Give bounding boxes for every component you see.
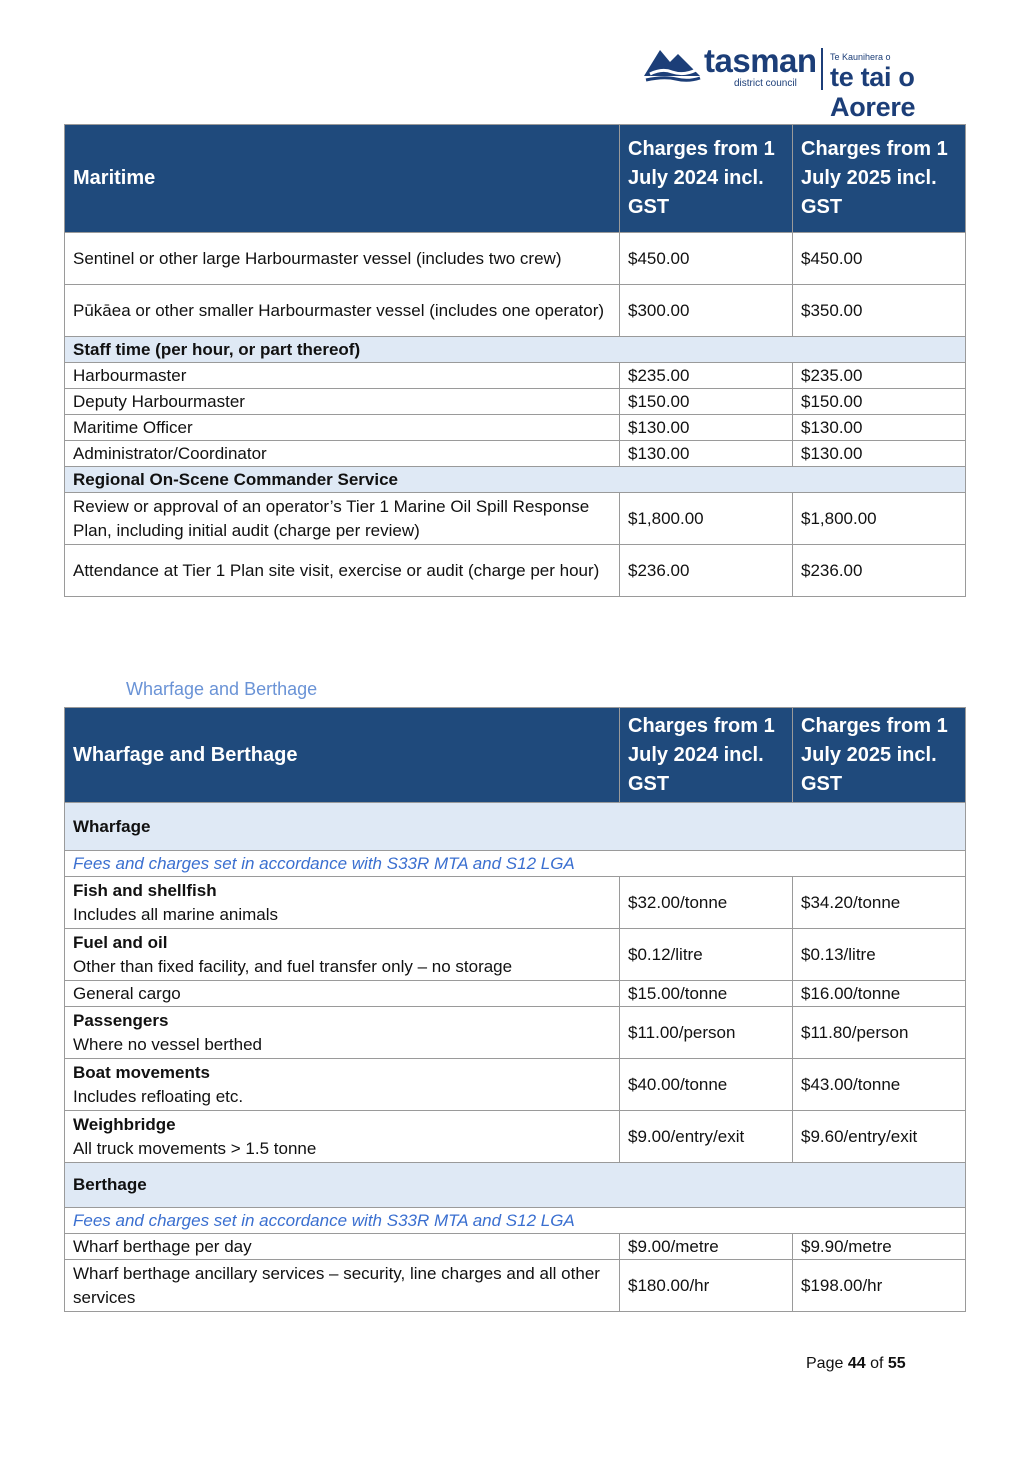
fee-2025: $0.13/litre	[793, 929, 966, 981]
current-page: 44	[847, 1355, 866, 1372]
fee-label: General cargo	[65, 981, 620, 1007]
section-row	[65, 467, 966, 493]
council-logo	[640, 40, 1002, 122]
section-heading: Wharfage and Berthage	[126, 679, 318, 699]
table-row	[65, 415, 966, 441]
table-row	[65, 1234, 966, 1260]
fee-label: Harbourmaster	[65, 363, 620, 389]
fee-2024: $150.00	[620, 389, 793, 415]
section-row	[65, 803, 966, 851]
fee-2025: $236.00	[793, 545, 966, 597]
fee-label	[65, 1111, 620, 1163]
fee-2025: $16.00/tonne	[793, 981, 966, 1007]
fee-label	[65, 877, 620, 929]
page-of: of	[870, 1355, 884, 1372]
fee-2024: $40.00/tonne	[620, 1059, 793, 1111]
note-row	[65, 1208, 966, 1234]
fee-label: Review or approval of an operator’s Tier 1 Marine Oil Spill Response Plan, including initial audit (charge per review)	[65, 493, 620, 545]
section-row	[65, 337, 966, 363]
fee-label: Wharf berthage ancillary services – security, line charges and all other services	[65, 1260, 620, 1312]
total-pages: 55	[887, 1355, 906, 1372]
fee-label: Pūkāea or other smaller Harbourmaster vessel (includes one operator)	[65, 285, 620, 337]
wharfage-table	[64, 707, 966, 1312]
fee-title: Fish and shellfish	[73, 880, 217, 900]
fee-2025: $235.00	[793, 363, 966, 389]
fee-label: Wharf berthage per day	[65, 1234, 620, 1260]
fee-label	[65, 1007, 620, 1059]
mountain-logo-icon	[642, 44, 702, 84]
column-header: Charges from 1 July 2024 incl. GST	[620, 708, 793, 803]
section-title: Wharfage	[65, 803, 966, 851]
fee-label: Attendance at Tier 1 Plan site visit, exercise or audit (charge per hour)	[65, 545, 620, 597]
fee-2024: $15.00/tonne	[620, 981, 793, 1007]
page-number	[806, 1355, 906, 1373]
fee-2025: $9.60/entry/exit	[793, 1111, 966, 1163]
fee-2025: $9.90/metre	[793, 1234, 966, 1260]
table-row	[65, 1007, 966, 1059]
table-row	[65, 441, 966, 467]
fee-2024: $130.00	[620, 441, 793, 467]
logo-maori-large-text: te tai o Aorere	[830, 62, 916, 122]
table-header-row	[65, 708, 966, 803]
fee-2025: $150.00	[793, 389, 966, 415]
fee-title: Boat movements	[73, 1062, 210, 1082]
fee-2024: $300.00	[620, 285, 793, 337]
fee-2024: $236.00	[620, 545, 793, 597]
section-title: Staff time (per hour, or part thereof)	[65, 337, 966, 363]
table-row	[65, 545, 966, 597]
fee-description: Includes all marine animals	[73, 904, 279, 924]
table-row	[65, 1111, 966, 1163]
legislation-note: Fees and charges set in accordance with S33R MTA and S12 LGA	[65, 1208, 966, 1234]
column-header: Wharfage and Berthage	[65, 708, 620, 803]
section-title: Berthage	[65, 1163, 966, 1208]
table-row	[65, 1059, 966, 1111]
fee-2024: $32.00/tonne	[620, 877, 793, 929]
section-title: Regional On-Scene Commander Service	[65, 467, 966, 493]
fee-2025: $198.00/hr	[793, 1260, 966, 1312]
fee-2025: $43.00/tonne	[793, 1059, 966, 1111]
table-row	[65, 233, 966, 285]
note-row	[65, 851, 966, 877]
column-header: Charges from 1 July 2024 incl. GST	[620, 125, 793, 233]
fee-2025: $130.00	[793, 415, 966, 441]
fee-label: Maritime Officer	[65, 415, 620, 441]
table-row	[65, 929, 966, 981]
fee-title: Passengers	[73, 1010, 169, 1030]
section-row	[65, 1163, 966, 1208]
fee-2025: $130.00	[793, 441, 966, 467]
fee-2024: $130.00	[620, 415, 793, 441]
fee-description: All truck movements > 1.5 tonne	[73, 1138, 317, 1158]
fee-description: Where no vessel berthed	[73, 1034, 262, 1054]
table-row	[65, 389, 966, 415]
fee-2024: $235.00	[620, 363, 793, 389]
fee-2024: $1,800.00	[620, 493, 793, 545]
fee-label: Deputy Harbourmaster	[65, 389, 620, 415]
maritime-table	[64, 124, 966, 597]
table-row	[65, 363, 966, 389]
fee-2024: $9.00/metre	[620, 1234, 793, 1260]
table-row	[65, 877, 966, 929]
fee-description: Includes refloating etc.	[73, 1086, 244, 1106]
table-row	[65, 981, 966, 1007]
logo-tasman-text: tasman	[704, 42, 817, 79]
column-header: Charges from 1 July 2025 incl. GST	[793, 125, 966, 233]
fee-2024: $450.00	[620, 233, 793, 285]
fee-2024: $180.00/hr	[620, 1260, 793, 1312]
fee-label: Administrator/Coordinator	[65, 441, 620, 467]
table-row	[65, 493, 966, 545]
fee-title: Weighbridge	[73, 1114, 176, 1134]
logo-maori-small-text: Te Kaunihera o	[830, 52, 891, 62]
column-header: Maritime	[65, 125, 620, 233]
fee-2025: $34.20/tonne	[793, 877, 966, 929]
fee-2025: $1,800.00	[793, 493, 966, 545]
fee-2024: $9.00/entry/exit	[620, 1111, 793, 1163]
table-header-row	[65, 125, 966, 233]
fee-2024: $0.12/litre	[620, 929, 793, 981]
table-row	[65, 1260, 966, 1312]
fee-2025: $450.00	[793, 233, 966, 285]
fee-description: Other than fixed facility, and fuel transfer only – no storage	[73, 956, 513, 976]
fee-label	[65, 929, 620, 981]
fee-2025: $11.80/person	[793, 1007, 966, 1059]
fee-title: Fuel and oil	[73, 932, 168, 952]
column-header: Charges from 1 July 2025 incl. GST	[793, 708, 966, 803]
fee-2025: $350.00	[793, 285, 966, 337]
fee-label	[65, 1059, 620, 1111]
legislation-note: Fees and charges set in accordance with S33R MTA and S12 LGA	[65, 851, 966, 877]
fee-label: Sentinel or other large Harbourmaster vessel (includes two crew)	[65, 233, 620, 285]
logo-divider	[821, 48, 823, 90]
fee-2024: $11.00/person	[620, 1007, 793, 1059]
table-row	[65, 285, 966, 337]
logo-district-text: district council	[734, 78, 797, 89]
page-prefix: Page	[806, 1355, 844, 1372]
